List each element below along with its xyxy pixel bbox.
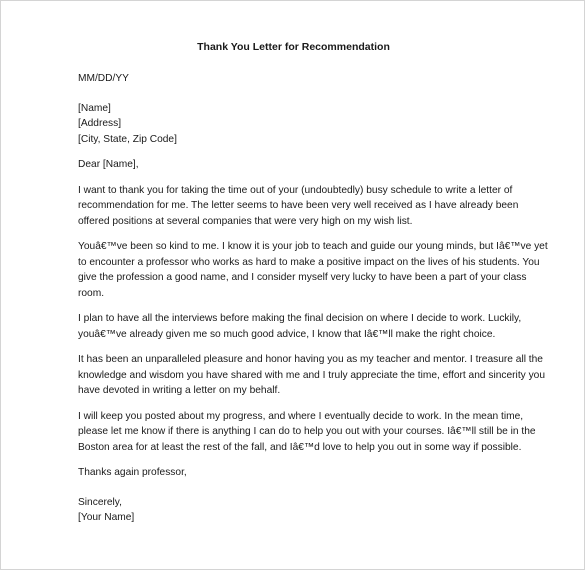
paragraph-2 [78, 239, 548, 301]
paragraph-4 [78, 352, 545, 399]
paragraph-line: offered positions at several companies that were very high on my wish list. [78, 215, 413, 227]
paragraph-1 [78, 183, 518, 230]
paragraph-3 [78, 311, 522, 342]
paragraph-line: to encounter a professor who works as hard to make a positive impact on the lives of his students. You [78, 256, 540, 268]
paragraph-line: It has been an unparalleled pleasure and honor having you as my teacher and mentor. I treasure all the [78, 354, 543, 365]
signoff-block [78, 495, 518, 526]
paragraph-line: youâ€™ve already given me so much good advice, I know that Iâ€™ll make the right choice. [78, 328, 496, 340]
paragraph-line: Boston area for at least the rest of the fall, and Iâ€™d love to help you out in some way if possible. [78, 441, 522, 453]
recipient-city: [City, State, Zip Code] [78, 133, 177, 145]
paragraph-line: Youâ€™ve been so kind to me. I know it is your job to teach and guide our young minds, but Iâ€™ve yet [78, 241, 548, 252]
salutation: Dear [Name], [78, 159, 139, 170]
paragraph-line: recommendation for me. The letter seems to have been very well received as I have already been [78, 200, 519, 211]
signature: [Your Name] [78, 512, 135, 523]
paragraph-line: give the profession a good name, and I consider myself very lucky to have been a part of your class [78, 272, 527, 283]
paragraph-line: have devoted in writing a letter on my behalf. [78, 385, 281, 396]
paragraph-line: I will keep you posted about my progress, and where I eventually decide to work. In the mean time, [78, 410, 524, 422]
paragraph-line: room. [78, 287, 105, 299]
paragraph-line: knowledge and wisdom you have shared with me and I truly appreciate the time, effort and sincerity you [78, 369, 545, 381]
letter-title: Thank You Letter for Recommendation [197, 41, 390, 53]
closing-thanks: Thanks again professor, [78, 467, 187, 478]
recipient-block [78, 101, 518, 148]
recipient-address: [Address] [78, 118, 122, 129]
letter-date: MM/DD/YY [78, 73, 129, 84]
paragraph-line: I want to thank you for taking the time out of your (undoubtedly) busy schedule to write a letter of [78, 184, 513, 196]
paragraph-line: please let me know if there is anything I can do to help you out with your courses. Iâ€™ll still be in the [78, 426, 536, 437]
recipient-name: [Name] [78, 102, 111, 114]
paragraph-line: I plan to have all the interviews before making the final decision on where I decide to work. Luckily, [78, 313, 522, 324]
letter-body [78, 71, 548, 526]
paragraph-5 [78, 409, 536, 456]
signoff: Sincerely, [78, 496, 122, 508]
